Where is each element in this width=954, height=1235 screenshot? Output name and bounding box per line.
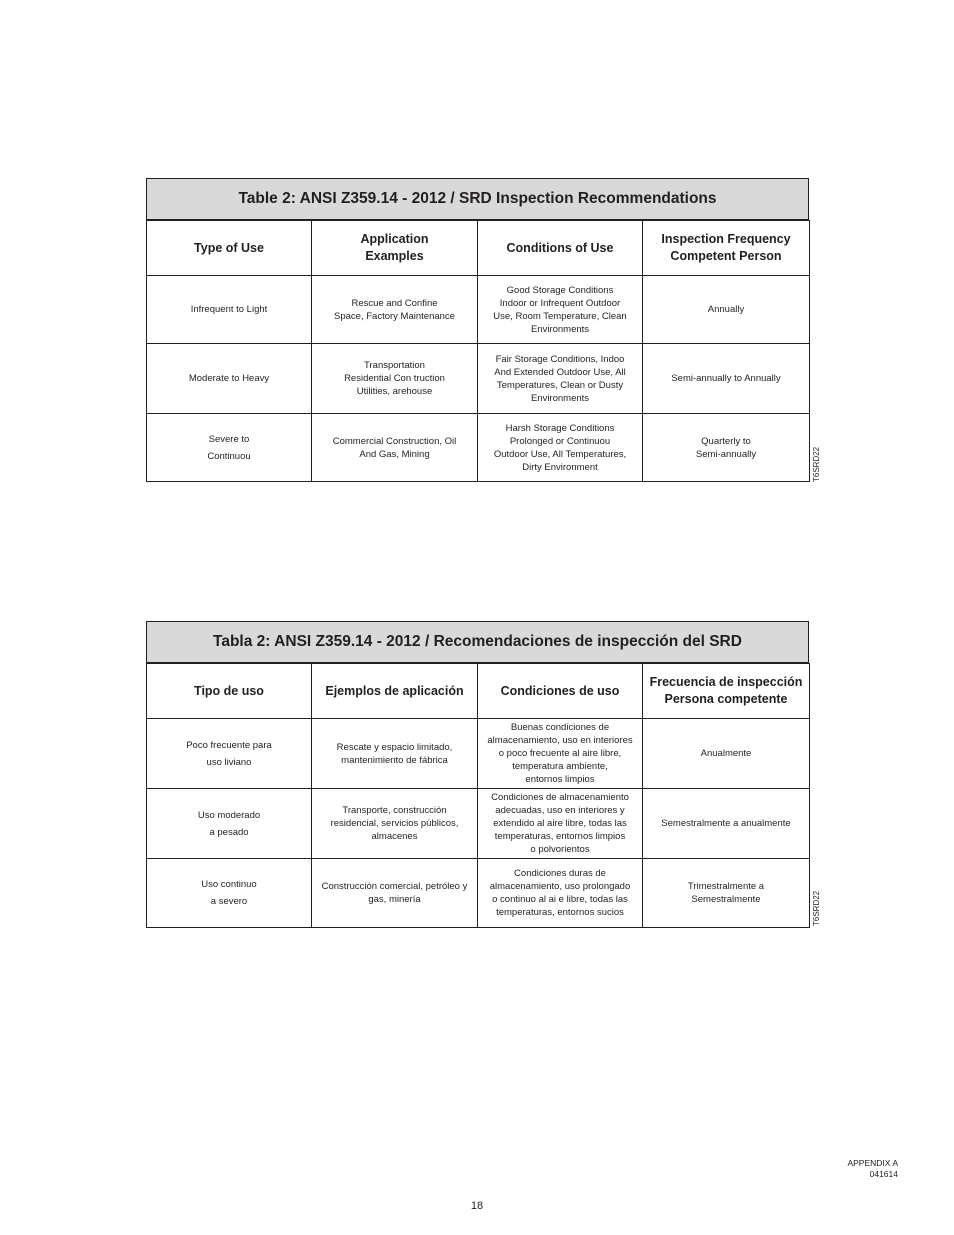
cell-examples: Rescate y espacio limitado, mantenimiento de fábrica xyxy=(312,719,478,789)
header-type-of-use: Type of Use xyxy=(147,221,312,276)
page-number: 18 xyxy=(470,1200,484,1212)
cell-examples: Rescue and Confine Space, Factory Maintenance xyxy=(312,276,478,344)
table-title: Table 2: ANSI Z359.14 - 2012 / SRD Inspection Recommendations xyxy=(146,178,809,220)
cell-examples: Construcción comercial, petróleo y gas, minería xyxy=(312,859,478,928)
header-conditions-of-use: Conditions of Use xyxy=(478,221,643,276)
cell-frequency: Semestralmente a anualmente xyxy=(643,789,810,859)
cell-conditions: Harsh Storage Conditions Prolonged or Continuou Outdoor Use, All Temperatures, Dirty Environment xyxy=(478,414,643,482)
cell-frequency: Anualmente xyxy=(643,719,810,789)
header-tipo-de-uso: Tipo de uso xyxy=(147,664,312,719)
appendix-label xyxy=(847,1158,898,1180)
table-code: T6SRD22 xyxy=(812,890,821,926)
table-header-row xyxy=(147,221,810,276)
cell-conditions: Fair Storage Conditions, Indoo And Extended Outdoor Use, All Temperatures, Clean or Dusty Environments xyxy=(478,344,643,414)
cell-conditions: Good Storage Conditions Indoor or Infrequent Outdoor Use, Room Temperature, Clean Environments xyxy=(478,276,643,344)
header-frecuencia: Frecuencia de inspección Persona competente xyxy=(643,664,810,719)
cell-type: Severe to Continuou xyxy=(147,414,312,482)
cell-conditions: Condiciones de almacenamiento adecuadas, uso en interiores y extendido al aire libre, todas las temperaturas, entornos limpios o polvorientos xyxy=(478,789,643,859)
table-row xyxy=(147,789,810,859)
table-title: Tabla 2: ANSI Z359.14 - 2012 / Recomendaciones de inspección del SRD xyxy=(146,621,809,663)
header-condiciones: Condiciones de uso xyxy=(478,664,643,719)
table-grid xyxy=(146,220,810,482)
table-row xyxy=(147,344,810,414)
header-ejemplos: Ejemplos de aplicación xyxy=(312,664,478,719)
appendix-code: 041614 xyxy=(869,1169,898,1179)
cell-examples: Transporte, construcción residencial, servicios públicos, almacenes xyxy=(312,789,478,859)
cell-conditions: Condiciones duras de almacenamiento, uso prolongado o continuo al ai e libre, todas las temperaturas, entornos sucios xyxy=(478,859,643,928)
cell-examples: Commercial Construction, Oil And Gas, Mining xyxy=(312,414,478,482)
cell-type: Moderate to Heavy xyxy=(147,344,312,414)
inspection-table-en xyxy=(146,178,809,482)
cell-frequency: Trimestralmente a Semestralmente xyxy=(643,859,810,928)
cell-conditions: Buenas condiciones de almacenamiento, uso en interiores o poco frecuente al aire libre, temperatura ambiente, entornos limpios xyxy=(478,719,643,789)
inspection-table-es xyxy=(146,621,809,928)
appendix-title: APPENDIX A xyxy=(847,1158,898,1168)
cell-frequency: Semi-annually to Annually xyxy=(643,344,810,414)
cell-type: Uso continuo a severo xyxy=(147,859,312,928)
table-row xyxy=(147,414,810,482)
table-row xyxy=(147,859,810,928)
cell-type: Infrequent to Light xyxy=(147,276,312,344)
table-code: T6SRD22 xyxy=(812,446,821,482)
cell-examples: Transportation Residential Con truction Utilities, arehouse xyxy=(312,344,478,414)
table-row xyxy=(147,719,810,789)
cell-type: Poco frecuente para uso liviano xyxy=(147,719,312,789)
header-inspection-frequency: Inspection Frequency Competent Person xyxy=(643,221,810,276)
table-grid xyxy=(146,663,810,928)
cell-type: Uso moderado a pesado xyxy=(147,789,312,859)
cell-frequency: Annually xyxy=(643,276,810,344)
table-row xyxy=(147,276,810,344)
cell-frequency: Quarterly to Semi-annually xyxy=(643,414,810,482)
header-application-examples: Application Examples xyxy=(312,221,478,276)
table-header-row xyxy=(147,664,810,719)
